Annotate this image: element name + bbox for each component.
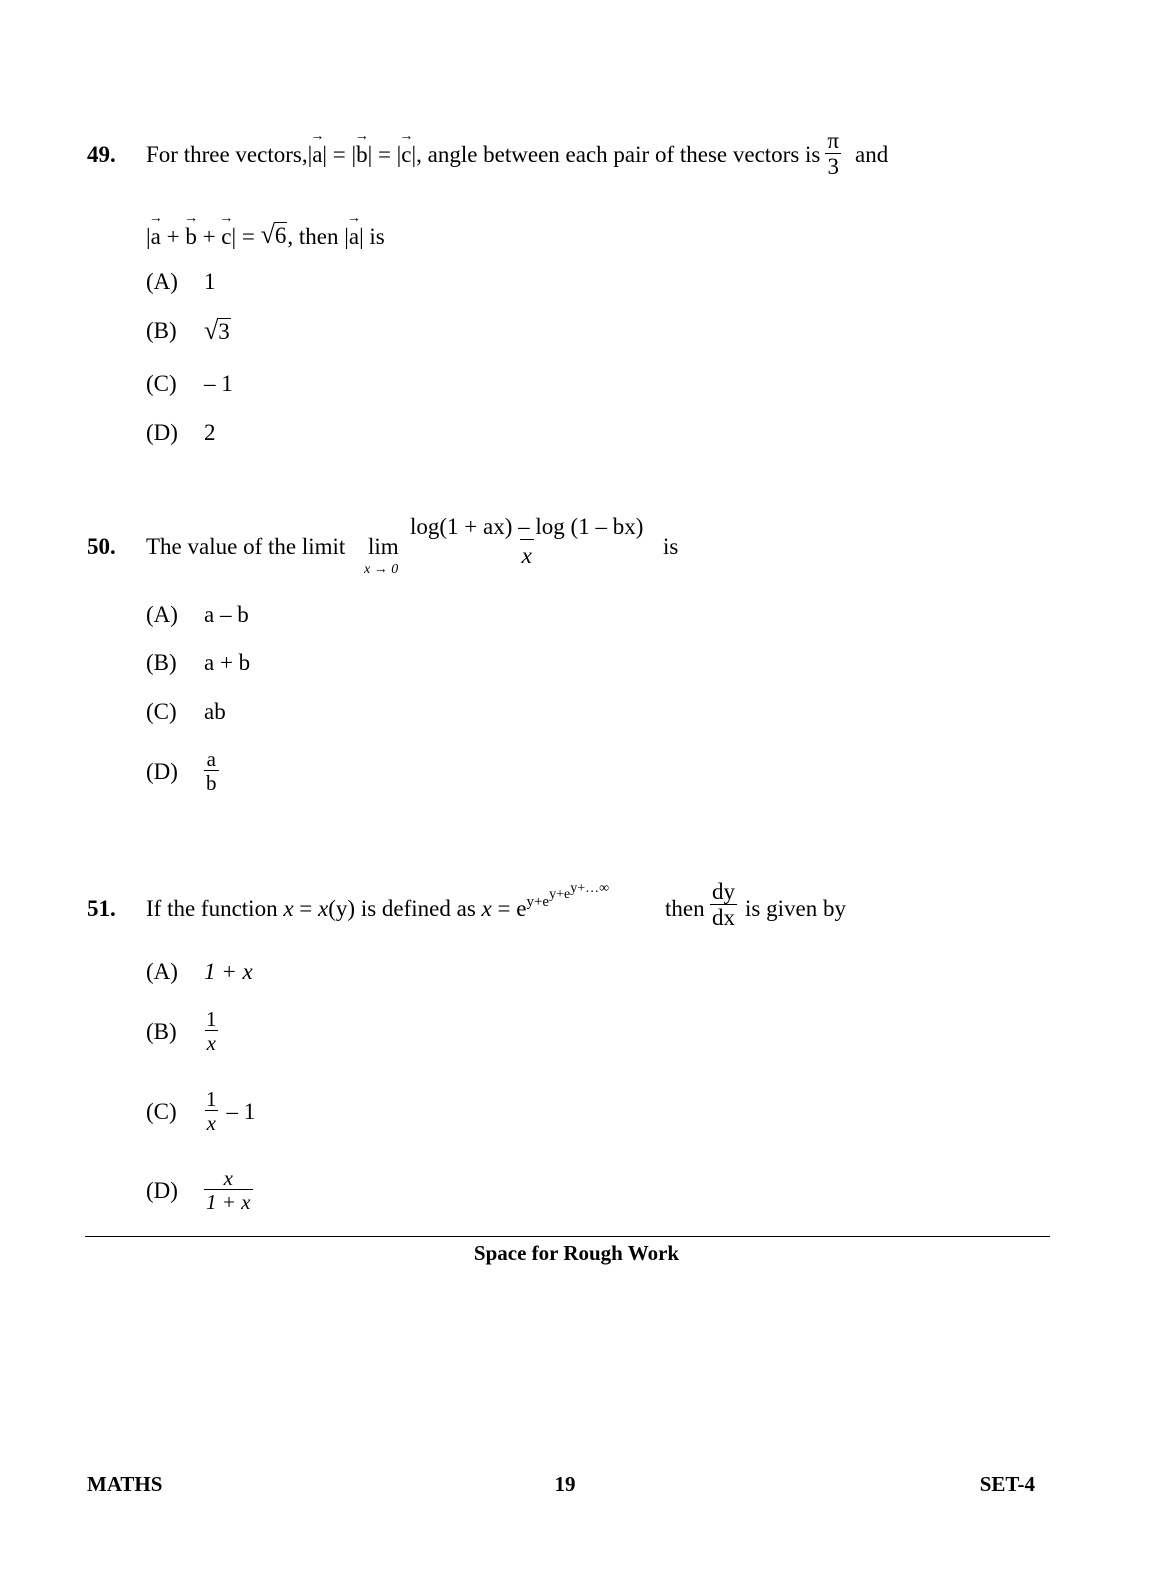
limit-fraction: $\frac{\log(1 + ax) - \log (1 - bx)}{x}$ xyxy=(410,514,644,569)
footer-set: SET-4 xyxy=(979,1472,1035,1496)
question-49-stem: For three vectors, | → a | = | → b | = | → c | , angle between each pair of these vectors is $\frac{\pi}{3}$ and xyxy=(146,130,888,178)
then-word: then xyxy=(665,896,705,921)
limit-word: lim xyxy=(368,534,399,559)
stem-end: is given by xyxy=(745,896,846,921)
question-50-intro: The value of the limit xyxy=(146,534,346,559)
sqrt-six: √ 6 xyxy=(260,220,287,249)
option-c: (C) – 1 xyxy=(146,371,233,396)
stem-intro: For three vectors, xyxy=(146,141,308,167)
stem-end: is xyxy=(663,534,679,559)
dy-dx-fraction: $\frac{dy}{dx}$ xyxy=(712,879,735,931)
rough-work-label: Space for Rough Work xyxy=(473,1241,680,1265)
page-number: 19 xyxy=(554,1472,576,1496)
pi-over-three: $\frac{\pi}{3}$ xyxy=(827,127,839,179)
vector-b: → b xyxy=(356,143,368,166)
footer-subject: MATHS xyxy=(87,1472,163,1496)
option-a: (A) 1 + x xyxy=(146,959,253,984)
question-number: 50. xyxy=(87,534,116,559)
option-a: (A) a – b xyxy=(146,602,249,627)
stem-end: and xyxy=(855,141,889,167)
question-49-line2: | → a + → b + → c | = √ 6 , then | → a | is xyxy=(146,218,385,248)
option-b: (B) a + b xyxy=(146,650,251,675)
question-number: 49. xyxy=(87,142,116,167)
stem-mid: , angle between each pair of these vectors is xyxy=(416,141,821,167)
rough-work-divider xyxy=(85,1236,1050,1237)
limit-subscript: x → 0 xyxy=(364,562,399,577)
option-d: (D) $\frac{x}{1 + x}$ xyxy=(146,1166,251,1215)
option-a: (A) 1 xyxy=(146,269,216,294)
option-b: (B) $\frac{1}{x}$ xyxy=(146,1007,217,1056)
question-51-stem: If the function x = x(y) is defined as $x = e^{y+ey+ey+\dots\infty}$ xyxy=(146,881,610,921)
option-b: (B) √ 3 xyxy=(146,316,230,346)
vector-c: → c xyxy=(401,143,411,166)
option-d: (D) 2 xyxy=(146,420,216,445)
option-c: (C) ab xyxy=(146,699,226,724)
vector-a: → a xyxy=(312,143,322,166)
question-number: 51. xyxy=(87,896,116,921)
option-d: (D) $\frac{a}{b}$ xyxy=(146,747,217,796)
option-c: (C) $\frac{1}{x}$ – 1 xyxy=(146,1087,256,1136)
